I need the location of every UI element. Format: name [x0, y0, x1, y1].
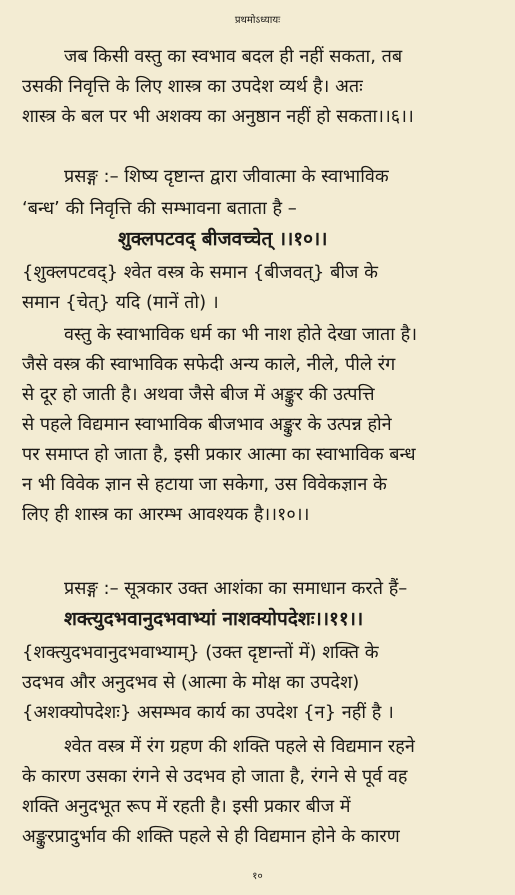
text-line: वस्तु के स्वाभाविक धर्म का भी नाश होते देखा जाता है। — [64, 324, 418, 345]
text-line: उसकी निवृत्ति के लिए शास्त्र का उपदेश व्यर्थ है। अतः — [22, 76, 363, 97]
text-line: न भी विवेक ज्ञान से हटाया जा सकेगा, उस विवेकज्ञान के — [22, 474, 387, 495]
text-line: अङ्कुरप्रादुर्भाव की शक्ति पहले से ही विद्यमान होने के कारण — [22, 826, 400, 847]
text-line: {शक्त्युदभवानुदभवाभ्याम्} (उक्त दृष्टान्तों में) शक्ति के — [22, 642, 379, 663]
text-line: से पहले विद्यमान स्वाभाविक बीजभाव अङ्कुर के उत्पन्न होने — [22, 414, 392, 435]
text-line: {अशक्योपदेशः} असम्भव कार्य का उपदेश {न} नहीं है । — [22, 702, 394, 723]
sutra-line: शक्त्युदभवानुदभवाभ्यां नाशक्योपदेशः।।११।। — [64, 608, 364, 630]
text-line: {शुक्लपटवद्} श्वेत वस्त्र के समान {बीजवत्} बीज के — [22, 262, 378, 283]
sutra-line: शुक्लपटवद् बीजवच्चेत् ।।१०।। — [118, 228, 328, 250]
text-line: पर समाप्त हो जाता है, इसी प्रकार आत्मा का स्वाभाविक बन्ध — [22, 444, 416, 465]
text-line: जैसे वस्त्र की स्वाभाविक सफेदी अन्य काले, नीले, पीले रंग — [22, 354, 396, 375]
page-number: १० — [252, 871, 263, 882]
page-header: प्रथमोऽध्यायः — [234, 15, 281, 26]
text-line: उदभव और अनुदभव से (आत्मा के मोक्ष का उपदेश) — [22, 672, 360, 693]
context-line: ‘बन्ध’ की निवृत्ति की सम्भावना बताता है – — [22, 198, 297, 219]
text-line: जब किसी वस्तु का स्वभाव बदल ही नहीं सकता, तब — [64, 46, 403, 67]
text-line: के कारण उसका रंगने से उदभव हो जाता है, रंगने से पूर्व वह — [22, 766, 408, 787]
text-line: शास्त्र के बल पर भी अशक्य का अनुष्ठान नहीं हो सकता।।६।। — [22, 106, 414, 127]
text-line: श्वेत वस्त्र में रंग ग्रहण की शक्ति पहले से विद्यमान रहने — [64, 736, 415, 757]
context-line: प्रसङ्ग :– शिष्य दृष्टान्त द्वारा जीवात्मा के स्वाभाविक — [64, 166, 389, 187]
context-line: प्रसङ्ग :– सूत्रकार उक्त आशंका का समाधान करते हैं– — [64, 578, 408, 599]
text-line: लिए ही शास्त्र का आरम्भ आवश्यक है।।१०।। — [22, 504, 310, 525]
text-line: से दूर हो जाती है। अथवा जैसे बीज में अङ्कुर की उत्पत्ति — [22, 384, 375, 405]
text-line: समान {चेत्} यदि (मानें तो) । — [22, 292, 219, 313]
text-line: शक्ति अनुदभूत रूप में रहती है। इसी प्रकार बीज में — [22, 796, 351, 817]
